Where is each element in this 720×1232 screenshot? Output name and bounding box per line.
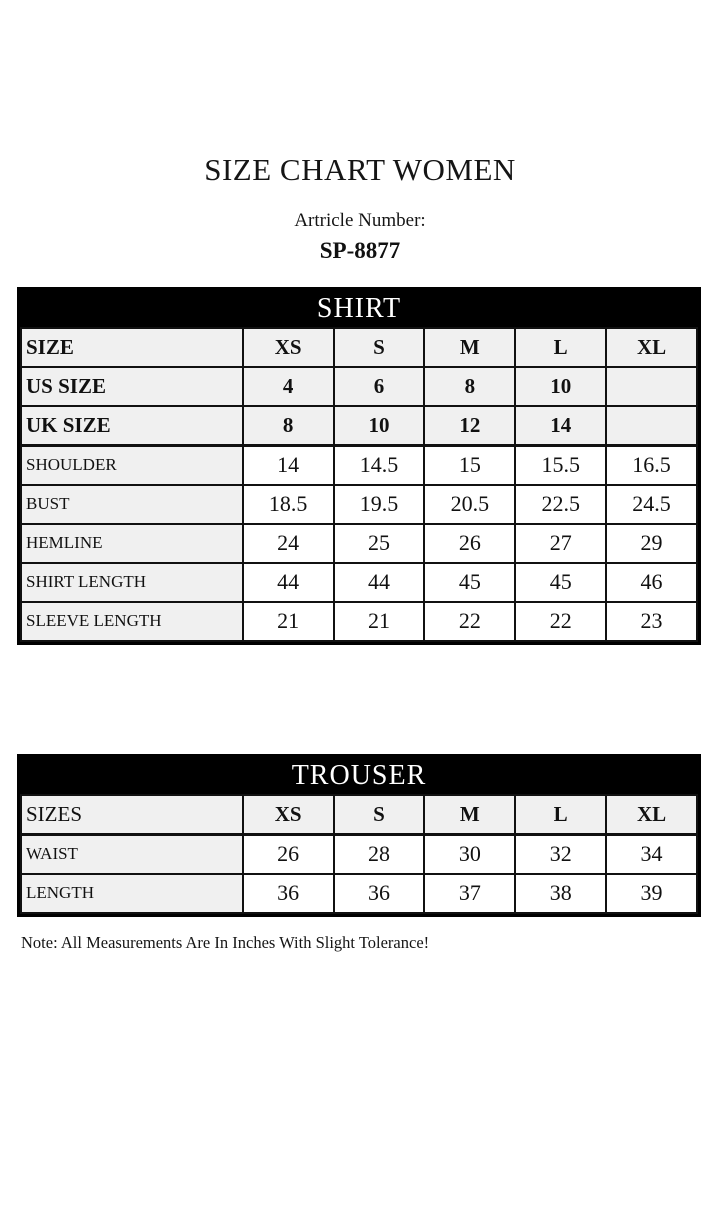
row-label-cell: SIZES [21,795,243,835]
size-value-cell: 44 [243,563,334,602]
size-column-header-cell: L [515,795,606,835]
size-value-cell: 10 [334,406,425,446]
size-value-cell: 8 [243,406,334,446]
row-label-cell: UK SIZE [21,406,243,446]
size-value-cell: 25 [334,524,425,563]
size-value-cell: 27 [515,524,606,563]
trouser-table-grid [20,794,698,914]
size-value-cell: 20.5 [424,485,515,524]
size-value-cell: 14 [243,445,334,485]
trouser-table [17,754,701,917]
size-value-cell: 12 [424,406,515,446]
size-column-header-cell: S [334,795,425,835]
table-row [21,406,697,446]
size-value-cell: 32 [515,834,606,874]
size-value-cell: 21 [334,602,425,641]
size-value-cell [606,406,697,446]
shirt-table [17,287,701,645]
size-column-header-cell: XL [606,795,697,835]
size-value-cell: 37 [424,874,515,913]
size-value-cell: 16.5 [606,445,697,485]
table-row [21,445,697,485]
row-label-cell: LENGTH [21,874,243,913]
row-label-cell: SHIRT LENGTH [21,563,243,602]
size-value-cell: 10 [515,367,606,406]
size-value-cell: 23 [606,602,697,641]
shirt-table-title: SHIRT [20,290,698,327]
row-label-cell: SHOULDER [21,445,243,485]
table-row [21,874,697,913]
size-value-cell: 24.5 [606,485,697,524]
size-value-cell: 14.5 [334,445,425,485]
size-column-header-cell: XS [243,795,334,835]
article-number-value: SP-8877 [319,237,401,263]
size-value-cell: 36 [243,874,334,913]
table-row [21,602,697,641]
row-label-cell: WAIST [21,834,243,874]
size-value-cell: 15.5 [515,445,606,485]
size-column-header-cell: S [334,328,425,367]
row-label-cell: US SIZE [21,367,243,406]
size-value-cell: 26 [243,834,334,874]
size-value-cell: 45 [515,563,606,602]
size-value-cell: 22 [424,602,515,641]
size-value-cell [606,367,697,406]
trouser-size-header-row [21,795,697,835]
size-value-cell: 4 [243,367,334,406]
size-value-cell: 15 [424,445,515,485]
size-value-cell: 21 [243,602,334,641]
size-value-cell: 22 [515,602,606,641]
size-value-cell: 29 [606,524,697,563]
size-column-header-cell: M [424,795,515,835]
table-row [21,485,697,524]
shirt-table-grid [20,327,698,642]
size-value-cell: 46 [606,563,697,602]
table-row [21,834,697,874]
size-chart-page [0,152,720,1232]
table-row [21,563,697,602]
size-value-cell: 6 [334,367,425,406]
table-row [21,367,697,406]
size-value-cell: 19.5 [334,485,425,524]
size-value-cell: 28 [334,834,425,874]
table-row [21,524,697,563]
size-value-cell: 22.5 [515,485,606,524]
size-value-cell: 8 [424,367,515,406]
size-value-cell: 45 [424,563,515,602]
size-value-cell: 30 [424,834,515,874]
size-value-cell: 44 [334,563,425,602]
size-value-cell: 24 [243,524,334,563]
size-column-header-cell: M [424,328,515,367]
page-title: SIZE CHART WOMEN [204,152,516,187]
size-column-header-cell: XS [243,328,334,367]
size-tables [0,287,720,917]
row-label-cell: SLEEVE LENGTH [21,602,243,641]
row-label-cell: SIZE [21,328,243,367]
size-column-header-cell: XL [606,328,697,367]
size-value-cell: 18.5 [243,485,334,524]
article-number-label: Artricle Number: [294,209,426,231]
size-value-cell: 38 [515,874,606,913]
size-value-cell: 14 [515,406,606,446]
row-label-cell: HEMLINE [21,524,243,563]
row-label-cell: BUST [21,485,243,524]
size-value-cell: 26 [424,524,515,563]
trouser-table-title: TROUSER [20,757,698,794]
size-column-header-cell: L [515,328,606,367]
measurement-note: Note: All Measurements Are In Inches With Slight Tolerance! [21,932,430,952]
size-value-cell: 34 [606,834,697,874]
shirt-size-header-row [21,328,697,367]
size-value-cell: 36 [334,874,425,913]
size-value-cell: 39 [606,874,697,913]
